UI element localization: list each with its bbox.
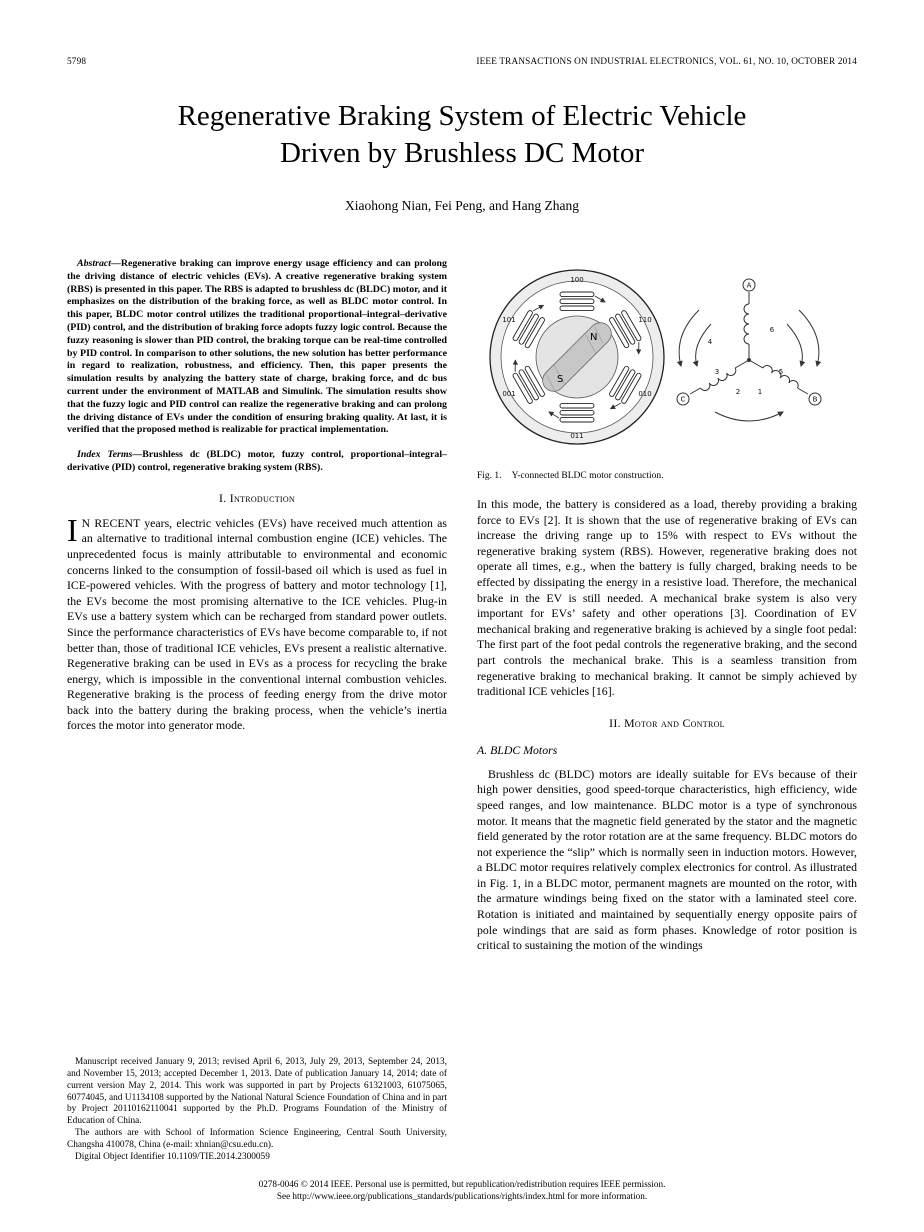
figure-1-caption-text: Y-connected BLDC motor construction. bbox=[511, 471, 664, 481]
paper-title bbox=[67, 98, 857, 172]
coil-number-6: 6 bbox=[769, 326, 775, 334]
phase-code-010: 010 bbox=[638, 390, 652, 398]
title-line1: Regenerative Braking System of Electric Vehicle bbox=[177, 100, 747, 132]
permissions-line: See http://www.ieee.org/publications_standards/publications/rights/index.html for more information. bbox=[276, 1191, 648, 1201]
running-head bbox=[67, 56, 857, 66]
phase-branch-a bbox=[744, 292, 749, 360]
coil-number-1: 1 bbox=[757, 388, 763, 396]
phase-code-101: 101 bbox=[502, 316, 516, 324]
footnote-affiliation: The authors are with School of Information Science Engineering, Central South University, Changsha 410078, China (e-mail: xhnian@csu.edu.cn). bbox=[67, 1128, 447, 1151]
section-heading-introduction: I. Introduction bbox=[218, 490, 296, 505]
index-terms bbox=[67, 449, 447, 475]
abstract-label: Abstract— bbox=[77, 258, 121, 269]
abstract bbox=[67, 258, 447, 437]
intro-paragraph bbox=[67, 511, 447, 734]
terminal-c-label: C bbox=[680, 395, 686, 404]
journal-line: IEEE TRANSACTIONS ON INDUSTRIAL ELECTRONICS, VOL. 61, NO. 10, OCTOBER 2014 bbox=[476, 56, 857, 66]
left-column bbox=[67, 258, 447, 1164]
figure-1-caption bbox=[477, 471, 857, 481]
index-terms-text: Brushless dc (BLDC) motor, fuzzy control, proportional–integral–derivative (PID) control, regenerative braking system (RBS). bbox=[67, 449, 447, 473]
coil-number-5: 5 bbox=[778, 368, 784, 376]
terminal-b-label: B bbox=[812, 395, 818, 404]
footnote-doi: Digital Object Identifier 10.1109/TIE.2014.2300059 bbox=[75, 1152, 270, 1163]
dropcap: I bbox=[67, 511, 78, 548]
coil-number-4: 4 bbox=[707, 338, 713, 346]
two-column-body bbox=[67, 258, 857, 1164]
phase-code-001: 001 bbox=[502, 390, 516, 398]
section-heading-motor-and-control: II. Motor and Control bbox=[609, 715, 725, 730]
first-page-footnote bbox=[67, 1057, 447, 1164]
figure-1-caption-label: Fig. 1. bbox=[477, 471, 502, 481]
rotor-north-label: N bbox=[590, 332, 598, 343]
page-number: 5798 bbox=[67, 56, 87, 66]
phase-code-110: 110 bbox=[638, 316, 652, 324]
index-terms-label: Index Terms— bbox=[77, 449, 143, 461]
regen-braking-paragraph: In this mode, the battery is considered as a load, thereby providing a braking force to EVs [2]. It is shown that the use of regenerative braking of EVs can increase the driving range up to 15% with respect to EVs without the regenerative braking system (RBS). However, regenerative braking does not operate all times, e.g., when the battery is fully charged, braking needs to be effected by dissipating the energy in a resistive load. Therefore, the mechanical brake in the EV is still needed. A mechanical brake system is also very important for EVs’ safety and other operations [3]. Coordination of EV mechanical braking and regenerative braking is achieved by a single foot pedal: The first part of the foot pedal controls the regenerative braking, and the second part controls the mechanical brake. This is a seamless transition from regenerative braking to mechanical braking. It cannot be simply achieved by traditional ICE vehicles [16]. bbox=[477, 497, 857, 699]
figure-1 bbox=[477, 262, 857, 459]
intro-text: N RECENT years, electric vehicles (EVs) have received much attention as an alternative to traditional internal combustion engine (ICE) vehicles. The unprecedented focus is mainly attributable to environmental and economic concerns linked to the consumption of fossil-based oil which is used as fuel in ICE-powered vehicles. With the progress of battery and motor technology [1], the EVs become the most promising alternative to the ICE vehicles. Plug-in EVs use a battery system which can be recharged from standard power outlets. Since the performance characteristics of EVs have become comparable to, if not better than, those of traditional ICE vehicles, EVs present a realistic alternative. Regenerative braking can be used in EVs as a process for recycling the brake energy, which is impossible in the conventional internal combustion vehicles. Regenerative braking is the process of feeding energy from the drive motor back into the battery during the braking process, when the vehicle’s inertia forces the motor into generator mode. bbox=[67, 515, 447, 733]
footnote-manuscript: Manuscript received January 9, 2013; revised April 6, 2013, July 29, 2013, September 24, 2013, and November 15, 2013; accepted December 1, 2013. Date of publication January 14, 2014; date of current version May 2, 2014. This work was supported in part by Projects 61321003, 61075065, 60774045, and U1134108 supported by the National Natural Science Foundation of China and in part by Project 20110162110041 supported by the Ph.D. Programs Foundation of the Ministry of Education of China. bbox=[67, 1056, 447, 1127]
coil-number-3: 3 bbox=[714, 368, 720, 376]
title-line2: Driven by Brushless DC Motor bbox=[279, 137, 645, 169]
copyright-footer bbox=[0, 1178, 924, 1202]
subsection-heading-bldc-motors: A. BLDC Motors bbox=[477, 742, 558, 757]
phase-branch-c bbox=[690, 360, 751, 398]
phase-code-100: 100 bbox=[570, 276, 584, 284]
coil-number-2: 2 bbox=[735, 388, 741, 396]
authors-line: Xiaohong Nian, Fei Peng, and Hang Zhang bbox=[345, 198, 579, 213]
motor-cross-section-drawing bbox=[490, 270, 664, 444]
rotor-south-label: S bbox=[557, 374, 564, 385]
phase-code-011: 011 bbox=[570, 432, 584, 440]
copyright-line: 0278-0046 © 2014 IEEE. Personal use is permitted, but republication/redistribution requires IEEE permission. bbox=[258, 1179, 666, 1189]
abstract-text: Regenerative braking can improve energy usage efficiency and can prolong the driving distance of electric vehicles (EVs). A creative regenerative braking system (RBS) is presented in this paper. The RBS is adapted to brushless dc (BLDC) motor, and it emphasizes on the distribution of the braking force, as well as BLDC motor control. In this paper, BLDC motor control utilizes the traditional proportional–integral–derivative (PID) control, and the distribution of braking force adopts fuzzy logic control. Because the fuzzy reasoning is slower than PID control, the braking torque can be real-time controlled by PID control. In comparison to other solutions, the new solution has better performance in regard to realization, robustness, and efficiency. Then, this paper presents the simulation results by analyzing the battery state of charge, braking force, and dc bus current under the environment of MATLAB and Simulink. The simulation results show that the fuzzy logic and PID control can realize the regenerative braking and can prolong the driving distance of EVs under the condition of ensuring braking quality. At last, it is verified that the proposed method is realizable for practical implementation. bbox=[67, 258, 447, 436]
right-column bbox=[477, 258, 857, 1164]
terminal-a-label: A bbox=[746, 281, 752, 290]
y-connection-drawing bbox=[677, 279, 821, 421]
bldc-motor-diagram bbox=[477, 262, 857, 454]
bldc-motors-paragraph: Brushless dc (BLDC) motors are ideally suitable for EVs because of their high power densities, good speed-torque characteristics, high efficiency, wide speed ranges, and low maintenance. BLDC motor is a type of synchronous motor. It means that the magnetic field generated by the stator and the magnetic field generated by the rotor rotation are at the same frequency. BLDC motors do not experience the “slip” which is normally seen in induction motors. However, a BLDC motor requires relatively complex electronics for control. As illustrated in Fig. 1, in a BLDC motor, permanent magnets are mounted on the rotor, with the armature windings being fixed on the stator with a laminated steel core. Rotation is initiated and maintained by sequentially energy opposite pairs of pole windings that are said as form phases. Knowledge of rotor position is critical to sustaining the motion of the windings bbox=[477, 766, 857, 953]
